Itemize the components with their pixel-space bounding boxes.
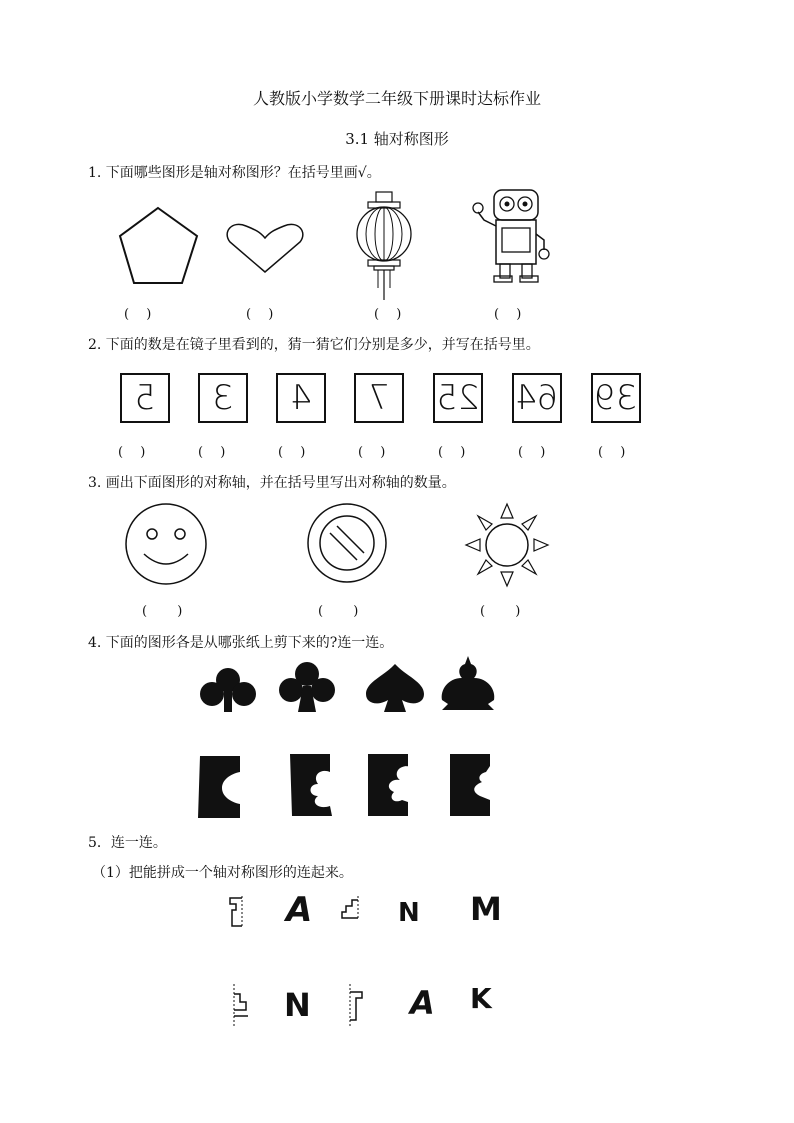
piece-letter: M <box>470 890 502 928</box>
piece-letter: N <box>398 898 420 928</box>
q2-blank-7[interactable]: ( ) <box>598 445 626 460</box>
question-3-text: 3. 画出下面图形的对称轴，并在括号里写出对称轴的数量。 <box>88 475 456 491</box>
piece-letter: A <box>410 984 435 1022</box>
sun-icon <box>464 502 550 588</box>
half-shape-piece <box>340 896 362 920</box>
q1-blank-1[interactable]: ( ) <box>124 307 152 322</box>
q3-blank-3[interactable]: ( ) <box>480 604 521 619</box>
question-2-text: 2. 下面的数是在镜子里看到的，猜一猜它们分别是多少，并写在括号里。 <box>88 337 540 353</box>
page-title: 人教版小学数学二年级下册课时达标作业 <box>252 89 541 108</box>
q2-blank-4[interactable]: ( ) <box>358 445 386 460</box>
cut-paper-b <box>288 752 334 818</box>
smiley-face-icon <box>124 502 208 586</box>
mirrored-number-box <box>120 373 170 423</box>
q2-blank-2[interactable]: ( ) <box>198 445 226 460</box>
q2-blank-6[interactable]: ( ) <box>518 445 546 460</box>
q1-blank-4[interactable]: ( ) <box>494 307 522 322</box>
piece-letter: A <box>286 890 313 930</box>
mirrored-number-box <box>354 373 404 423</box>
spade-icon <box>364 664 426 714</box>
question-5-text: 5．连一连。 <box>88 835 167 851</box>
question-5-1-text: （1）把能拼成一个轴对称图形的连起来。 <box>92 865 353 881</box>
piece-letter: K <box>470 982 492 1015</box>
q2-blank-3[interactable]: ( ) <box>278 445 306 460</box>
mirrored-number: 25 <box>436 378 480 418</box>
pentagon-icon <box>118 206 202 286</box>
robot-icon <box>472 188 552 284</box>
q3-blank-2[interactable]: ( ) <box>318 604 359 619</box>
cut-paper-a <box>196 754 242 820</box>
mirrored-number: 4 <box>290 378 312 418</box>
question-1-text: 1. 下面哪些图形是轴对称图形？在括号里画√。 <box>88 165 381 181</box>
half-shape-piece <box>226 896 246 928</box>
gourd-icon <box>438 656 498 712</box>
q2-blank-1[interactable]: ( ) <box>118 445 146 460</box>
mirrored-number: 39 <box>594 378 638 418</box>
heart-icon <box>226 222 304 274</box>
mirrored-number-box <box>512 373 562 423</box>
mirrored-number-box <box>276 373 326 423</box>
q1-blank-3[interactable]: ( ) <box>374 307 402 322</box>
cut-paper-d <box>448 752 492 818</box>
mirrored-number-box <box>591 373 641 423</box>
club-icon <box>276 660 338 714</box>
mirrored-number: 7 <box>368 378 390 418</box>
mirrored-number: 5 <box>134 378 156 418</box>
piece-letter: N <box>284 986 311 1024</box>
no-entry-sign-icon <box>306 502 388 584</box>
half-shape-piece <box>344 984 366 1026</box>
mirrored-number: 64 <box>515 378 559 418</box>
mirrored-number: 3 <box>212 378 234 418</box>
question-4-text: 4. 下面的图形各是从哪张纸上剪下来的?连一连。 <box>88 635 394 651</box>
mirrored-number-box <box>198 373 248 423</box>
half-shape-piece <box>228 984 250 1026</box>
lantern-icon <box>354 190 414 302</box>
q1-blank-2[interactable]: ( ) <box>246 307 274 322</box>
q3-blank-1[interactable]: ( ) <box>142 604 183 619</box>
page-subtitle: 3.1 轴对称图形 <box>345 130 449 148</box>
q2-blank-5[interactable]: ( ) <box>438 445 466 460</box>
mirrored-number-box <box>433 373 483 423</box>
three-leaf-clover-icon <box>198 666 258 714</box>
cut-paper-c <box>366 752 410 818</box>
